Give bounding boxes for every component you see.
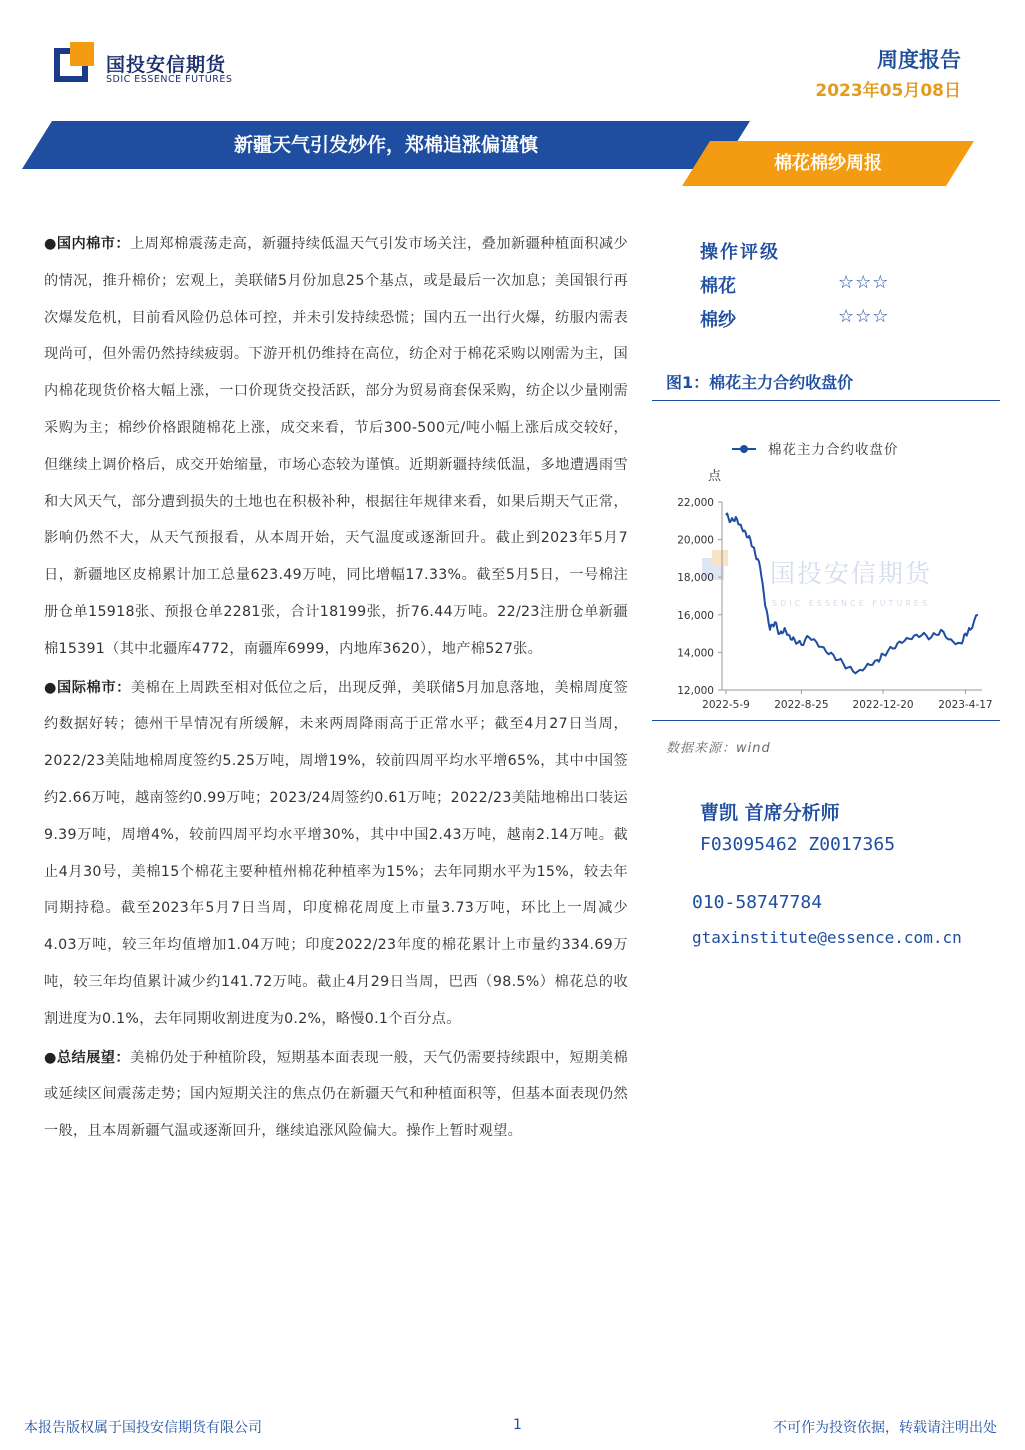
price-chart bbox=[652, 430, 1002, 720]
analyst-name: 曹凯 首席分析师 bbox=[700, 802, 840, 824]
y-ticks bbox=[677, 497, 722, 697]
logo-name-cn: 国投安信期货 bbox=[106, 54, 227, 76]
x-tick-label: 2022-12-20 bbox=[852, 699, 914, 711]
watermark-text-en: SDIC ESSENCE FUTURES bbox=[772, 599, 931, 608]
paragraph-domestic bbox=[44, 226, 628, 668]
paragraph-lead: ●国际棉市： bbox=[44, 679, 131, 696]
y-tick-label: 20,000 bbox=[677, 534, 714, 547]
footer-page-number: 1 bbox=[513, 1417, 522, 1433]
rating-title: 操作评级 bbox=[700, 242, 780, 263]
y-tick-label: 12,000 bbox=[677, 685, 714, 697]
x-tick-label: 2022-5-9 bbox=[702, 699, 750, 711]
x-tick-label: 2022-8-25 bbox=[774, 699, 829, 711]
report-subtitle: 棉花棉纱周报 bbox=[774, 153, 882, 174]
paragraph-international bbox=[44, 670, 628, 1038]
report-title: 新疆天气引发炒作，郑棉追涨偏谨慎 bbox=[233, 134, 538, 156]
footer-disclaimer: 不可作为投资依据，转载请注明出处 bbox=[773, 1420, 997, 1436]
paragraph-text: 美棉仍处于种植阶段，短期基本面表现一般，天气仍需要持续跟中，短期美棉或延续区间震荡走势；国内短期关注的焦点仍在新疆天气和种植面积等，但基本面表现仍然一般，且本周新疆气温或逐渐回升，继续追涨风险偏大。操作上暂时观望。 bbox=[44, 1049, 628, 1140]
analyst-phone: 010-58747784 bbox=[692, 892, 823, 913]
footer-copyright: 本报告版权属于国投安信期货有限公司 bbox=[24, 1420, 262, 1436]
y-tick-label: 16,000 bbox=[677, 609, 714, 622]
logo-name-en: SDIC ESSENCE FUTURES bbox=[106, 74, 233, 85]
paragraph-text: 美棉在上周跌至相对低位之后，出现反弹，美联储5月加息落地，美棉周度签约数据好转；德州干旱情况有所缓解，未来两周降雨高于正常水平；截至4月27日当周，2022/23美陆地棉周度签约5.25万吨，周增19%，较前四周平均水平增65%，其中中国签约2.66万吨，越南签约0.99万吨；2023/24周签约0.61万吨；2022/23美陆地棉出口装运9.39万吨，周增4%，较前四周平均水平增30%，其中中国2.43万吨，越南2.14万吨。截止4月30号，美棉15个棉花主要种植州棉花种植率为15%；去年同期水平为15%，较去年同期持稳。截至2023年5月7日当周，印度棉花周度上市量3.73万吨，环比上一周减少4.03万吨，较三年均值增加1.04万吨；印度2022/23年度的棉花累计上市量约334.69万吨，较三年均值累计减少约141.72万吨。截止4月29日当周，巴西（98.5%）棉花总的收割进度为0.1%，去年同期收割进度为0.2%，略慢0.1个百分点。 bbox=[44, 679, 628, 1027]
y-axis-label: 点 bbox=[708, 469, 722, 484]
report-type: 周度报告 bbox=[877, 48, 961, 72]
chart-legend bbox=[732, 441, 899, 458]
paragraph-lead: ●总结展望： bbox=[44, 1049, 131, 1066]
series-line-cotton-close bbox=[726, 514, 978, 674]
analyst-email-link[interactable]: gtaxinstitute@essence.com.cn bbox=[692, 928, 962, 947]
analyst-license: F03095462 Z0017365 bbox=[700, 834, 896, 855]
y-tick-label: 14,000 bbox=[677, 647, 714, 660]
paragraph-text: 上周郑棉震荡走高，新疆持续低温天气引发市场关注，叠加新疆种植面积减少的情况，推升棉价；宏观上，美联储5月份加息25个基点，或是最后一次加息；美国银行再次爆发危机，目前看风险仍总体可控，并未引发持续恐慌；国内五一出行火爆，纺服内需表现尚可，但外需仍然持续疲弱。下游开机仍维持在高位，纺企对于棉花采购以刚需为主，国内棉花现货价格大幅上涨，一口价现货交投活跃，部分为贸易商套保采购，纺企以少量刚需采购为主；棉纱价格跟随棉花上涨，成交来看，节后300-500元/吨小幅上涨后成交较好，但继续上调价格后，成交开始缩量，市场心态较为谨慎。近期新疆持续低温，多地遭遇雨雪和大风天气，部分遭到损失的土地也在积极补种，根据往年规律来看，如果后期天气正常，影响仍然不大，从天气预报看，从本周开始，天气温度或逐渐回升。截止到2023年5月7日，新疆地区皮棉累计加工总量623.49万吨，同比增幅17.33%。截至5月5日，一号棉注册仓单15918张、预报仓单2281张，合计18199张，折76.44万吨。22/23注册仓单新疆棉15391（其中北疆库4772，南疆库6999，内地库3620），地产棉527张。 bbox=[44, 236, 628, 657]
figure-bottom-rule bbox=[652, 720, 1000, 721]
data-source: 数据来源：wind bbox=[666, 741, 771, 756]
star-icon: ☆☆☆ bbox=[838, 272, 890, 293]
x-tick-label: 2023-4-17 bbox=[938, 699, 993, 711]
paragraph-lead: ●国内棉市： bbox=[44, 236, 131, 252]
legend-label: 棉花主力合约收盘价 bbox=[768, 442, 899, 458]
report-date: 2023年05月08日 bbox=[815, 81, 961, 101]
rating-name: 棉花 bbox=[700, 276, 736, 297]
watermark-logo-icon bbox=[712, 550, 728, 566]
legend-marker bbox=[740, 445, 748, 453]
paragraph-outlook bbox=[44, 1040, 628, 1150]
watermark-text: 国投安信期货 bbox=[770, 559, 933, 588]
chart-watermark bbox=[702, 550, 932, 608]
star-icon: ☆☆☆ bbox=[838, 306, 890, 327]
body-text bbox=[44, 226, 628, 1152]
figure-top-rule bbox=[652, 400, 1000, 401]
logo-icon bbox=[54, 42, 96, 84]
rating-row-cotton bbox=[700, 272, 910, 298]
rating-name: 棉纱 bbox=[700, 310, 736, 331]
y-tick-label: 22,000 bbox=[677, 497, 714, 509]
figure-title: 图1：棉花主力合约收盘价 bbox=[666, 373, 854, 392]
y-tick-label: 18,000 bbox=[677, 572, 714, 585]
x-ticks bbox=[702, 690, 992, 711]
rating-row-yarn bbox=[700, 306, 910, 332]
